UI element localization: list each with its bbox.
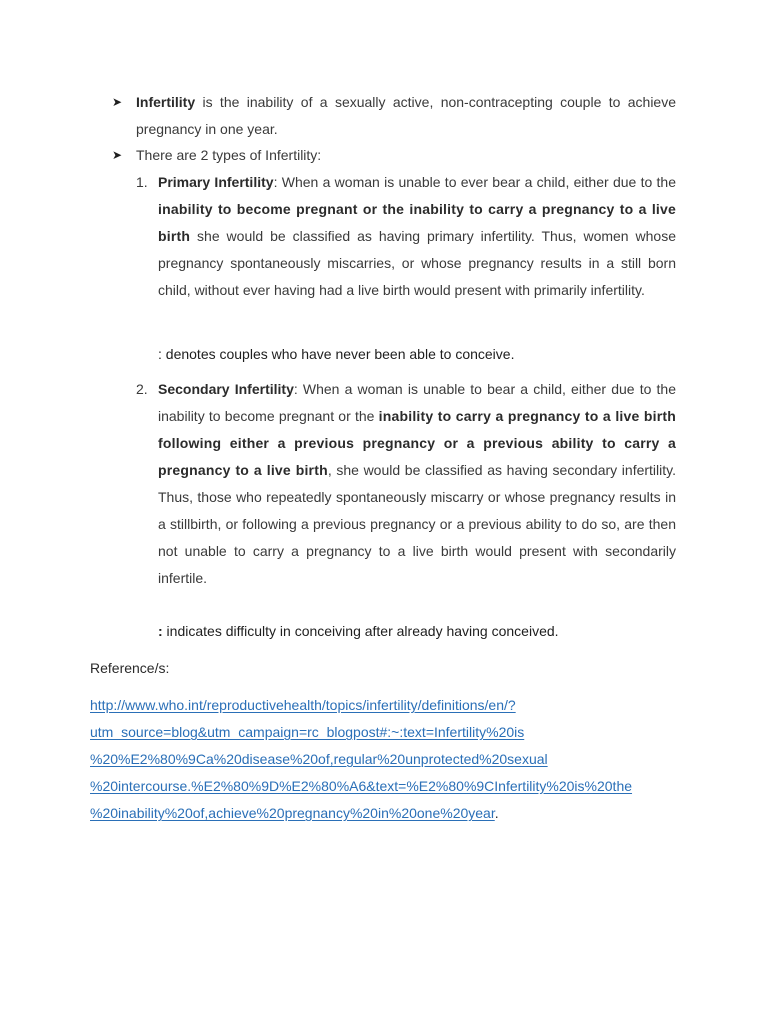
reference-link-line: %20intercourse.%E2%80%9D%E2%80%A6&text=%E2%80%9CInfertility%20is%20the: [90, 778, 633, 794]
list-number-2: 2.: [136, 381, 148, 397]
bullet-arrow-icon: ➤: [112, 148, 123, 162]
primary-text-1: : When a woman is unable to ever bear a child, either due to the: [273, 174, 677, 190]
term-primary-infertility: Primary Infertility: [158, 174, 274, 190]
primary-note: : denotes couples who have never been able to conceive.: [158, 346, 515, 362]
reference-link-line: utm_source=blog&utm_campaign=rc_blogpost#:~:text=Infertility%20is: [90, 724, 525, 740]
reference-link-line: %20%E2%80%9Ca%20disease%20of,regular%20unprotected%20sexual: [90, 751, 548, 767]
secondary-note: [158, 621, 559, 641]
secondary-note-text: indicates difficulty in conceiving after already having conceived.: [162, 623, 559, 639]
note-colon: :: [158, 623, 163, 639]
term-secondary-infertility: Secondary Infertility: [158, 381, 294, 397]
secondary-text-1: : When a woman is unable to bear a child, either due to the inability to become pregnant or the: [158, 381, 677, 424]
reference-heading: Reference/s:: [90, 660, 170, 676]
secondary-emphasis: inability to carry a pregnancy to a live birth following either a previous pregnancy or a previous ability to carry a pregnancy to a live birth: [158, 408, 676, 478]
primary-emphasis: inability to become pregnant or the inability to carry a pregnancy to a live birth: [158, 201, 676, 244]
definition-paragraph: [136, 89, 676, 143]
definition-text: is the inability of a sexually active, non-contracepting couple to achieve pregnancy in one year.: [136, 94, 676, 137]
types-intro: There are 2 types of Infertility:: [136, 147, 322, 163]
primary-text-2: she would be classified as having primary infertility. Thus, women whose pregnancy spontaneously miscarries, or whose pregnancy results in a still born child, without ever having had a live birth would present with primarily infertility.: [158, 228, 676, 298]
reference-link[interactable]: [90, 692, 690, 821]
reference-link-line: %20inability%20of,achieve%20pregnancy%20in%20one%20year: [90, 805, 495, 821]
reference-period: .: [494, 805, 499, 821]
bullet-arrow-icon: ➤: [112, 95, 123, 109]
secondary-text-2: , she would be classified as having secondary infertility. Thus, those who repeatedly spontaneously miscarry or whose pregnancy results in a stillbirth, or following a previous pregnancy or a previous ability to do so, are then not unable to carry a pregnancy to a live birth would present with secondarily infertile.: [158, 462, 676, 586]
primary-infertility-paragraph: [158, 169, 676, 304]
secondary-infertility-paragraph: [158, 376, 676, 592]
list-number-1: 1.: [136, 174, 148, 190]
term-infertility: Infertility: [136, 94, 196, 110]
reference-link-block: [90, 692, 690, 827]
reference-link-line: http://www.who.int/reproductivehealth/topics/infertility/definitions/en/?: [90, 697, 516, 713]
